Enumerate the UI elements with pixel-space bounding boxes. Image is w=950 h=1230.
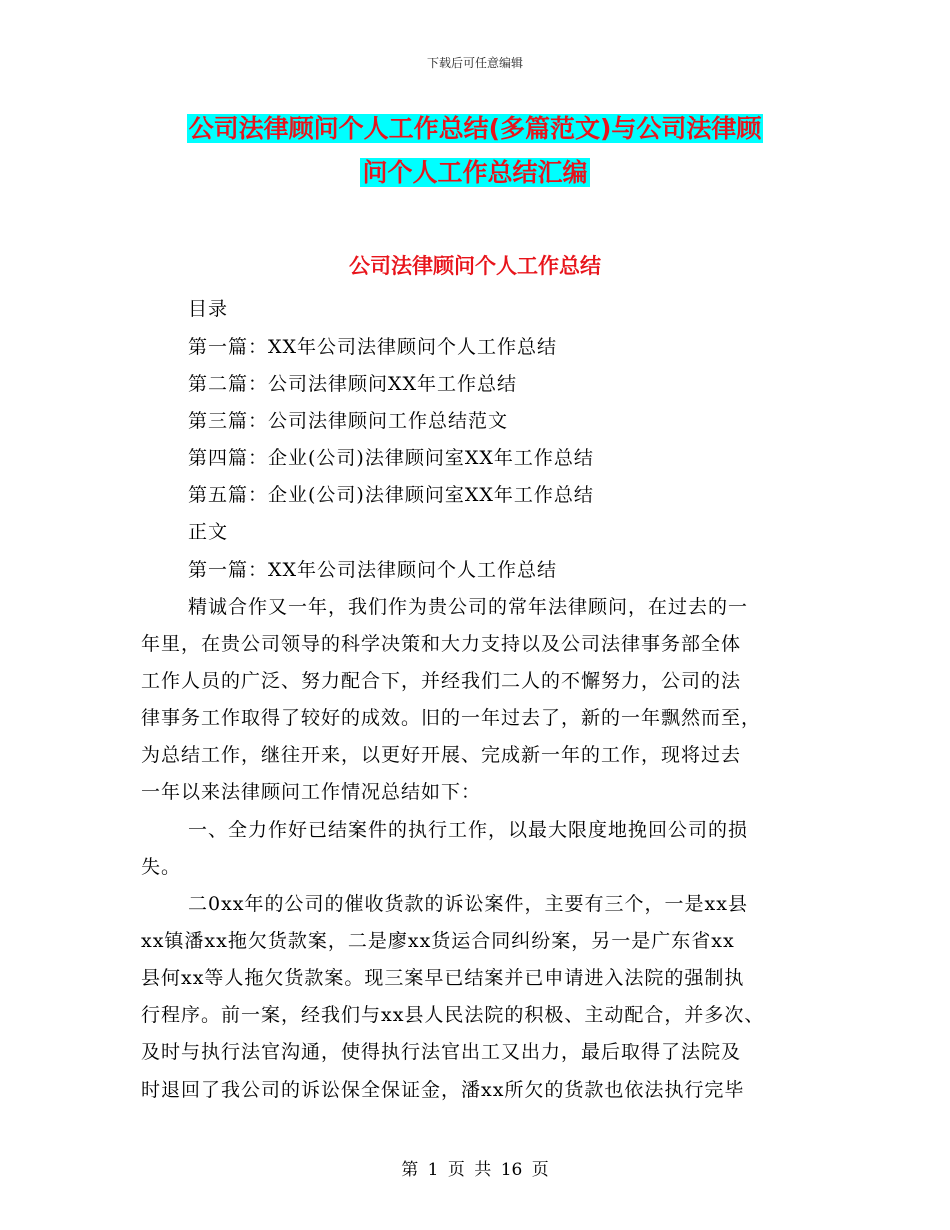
paragraph-line: 律事务工作取得了较好的成效。旧的一年过去了，新的一年飘然而至， [141, 707, 762, 729]
paragraph-line: 一年以来法律顾问工作情况总结如下： [141, 781, 482, 803]
document-title-line-1: 公司法律顾问个人工作总结(多篇范文)与公司法律顾 [188, 114, 762, 143]
paragraph-line: 县何xx等人拖欠货款案。现三案早已结案并已申请进入法院的强制执 [141, 967, 745, 989]
paragraph-line: 二0xx年的公司的催收货款的诉讼案件，主要有三个，一是xx县 [188, 893, 748, 915]
page-footer: 第 1 页 共 16 页 [401, 1160, 549, 1180]
paragraph-line: 行程序。前一案，经我们与xx县人民法院的积极、主动配合，并多次、 [141, 1004, 765, 1026]
toc-item: 第四篇：企业(公司)法律顾问室XX年工作总结 [188, 447, 594, 469]
paragraph-line: 工作人员的广泛、努力配合下，并经我们二人的不懈努力，公司的法 [141, 670, 742, 692]
paragraph-line: 年里，在贵公司领导的科学决策和大力支持以及公司法律事务部全体 [141, 633, 742, 655]
paragraph-line: 时退回了我公司的诉讼保全保证金，潘xx所欠的货款也依法执行完毕 [141, 1079, 745, 1101]
toc-item: 第二篇：公司法律顾问XX年工作总结 [188, 373, 518, 395]
toc-item: 第一篇：XX年公司法律顾问个人工作总结 [188, 336, 558, 358]
document-title-line-2: 问个人工作总结汇编 [362, 158, 588, 187]
paragraph-line: 及时与执行法官沟通，使得执行法官出工又出力，最后取得了法院及 [141, 1041, 742, 1063]
toc-heading: 目录 [188, 298, 229, 320]
toc-item: 第五篇：企业(公司)法律顾问室XX年工作总结 [188, 484, 594, 506]
paragraph-line: 精诚合作又一年，我们作为贵公司的常年法律顾问，在过去的一 [188, 596, 749, 618]
chapter-heading: 第一篇：XX年公司法律顾问个人工作总结 [188, 559, 558, 581]
body-heading: 正文 [188, 521, 229, 543]
paragraph-line: 为总结工作，继往开来，以更好开展、完成新一年的工作，现将过去 [141, 744, 742, 766]
header-note: 下载后可任意编辑 [426, 56, 523, 70]
section-title: 公司法律顾问个人工作总结 [349, 254, 601, 278]
paragraph-line: 失。 [141, 856, 182, 878]
paragraph-line: xx镇潘xx拖欠货款案，二是廖xx货运合同纠纷案，另一是广东省xx [141, 930, 735, 952]
paragraph-line: 一、全力作好已结案件的执行工作，以最大限度地挽回公司的损 [188, 819, 749, 841]
toc-item: 第三篇：公司法律顾问工作总结范文 [188, 410, 509, 432]
